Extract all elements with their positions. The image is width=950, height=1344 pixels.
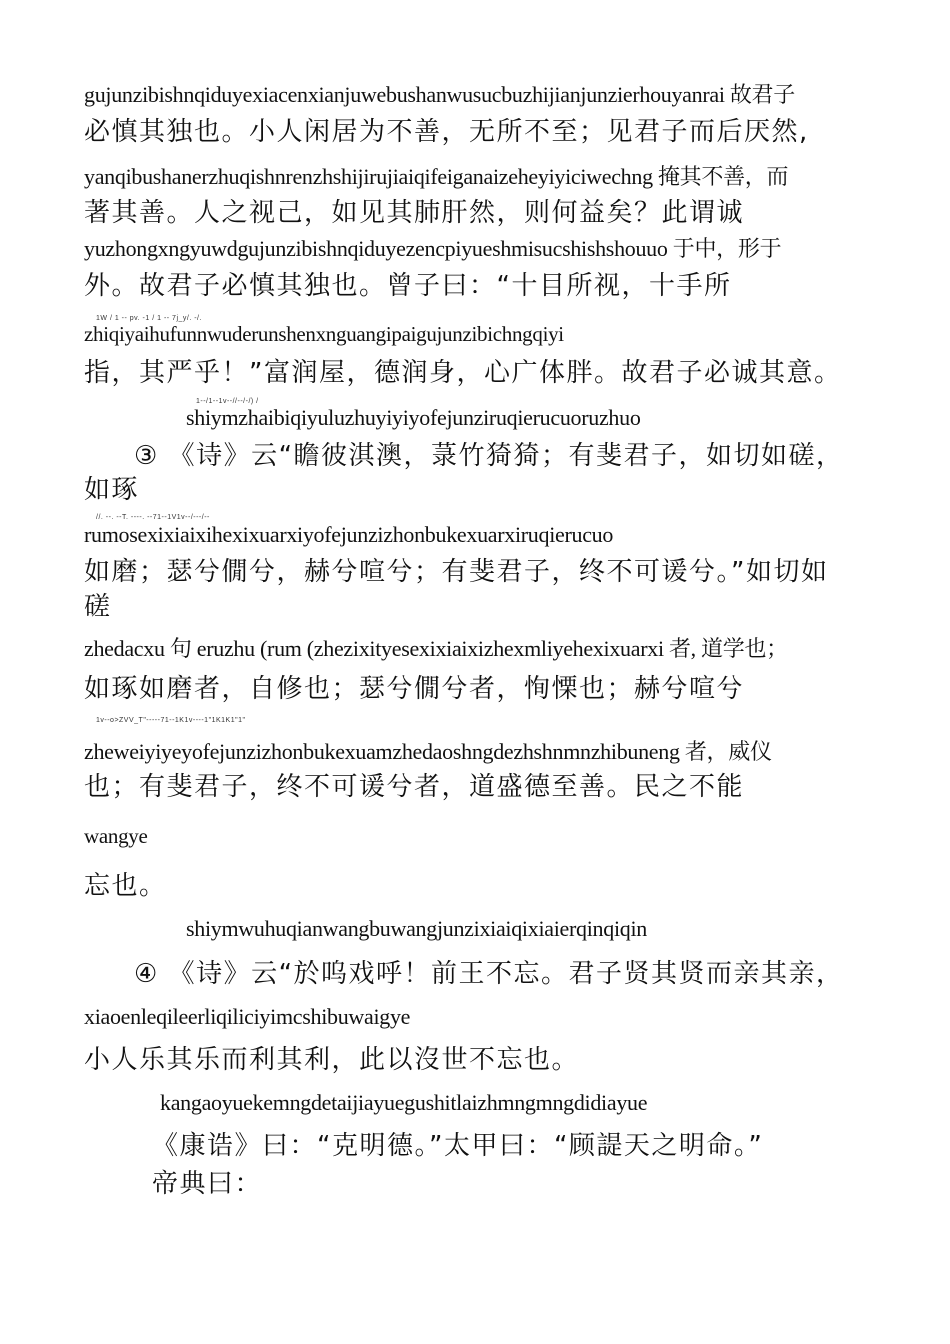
scan-noise: 1--/1--1v--//--/-/) / [196,398,259,405]
pinyin-line: gujunzibishnqiduyexiacenxianjuwebushanwusucbuzhijianjunzierhouyanrai 故君子 [84,82,795,107]
text-line: 帝典曰： [152,1169,263,1199]
pinyin-line: zhiqiyaihufunnwuderunshenxnguangipaigujunzibichngqiyi [84,322,564,346]
text-line: 如琢如磨者，自修也；瑟兮僩兮者，恂慄也；赫兮喧兮 [84,674,745,704]
pinyin-line: rumosexixiaixihexixuarxiyofejunzizhonbukexuarxiruqierucuo [84,522,614,547]
pinyin-line: shiymwuhuqianwangbuwangjunzixiaiqixiaierqinqiqin [186,916,647,941]
text-line: 磋 [84,592,112,622]
text-line: 小人乐其乐而利其利，此以沒世不忘也。 [84,1045,580,1075]
text-line: 忘也。 [84,871,167,901]
text-line: 著其善。人之视己，如见其肺肝然，则何益矣？此谓诚 [84,198,745,228]
text-line: 如磨；瑟兮僩兮，赫兮喧兮；有斐君子，终不可谖兮。”如切如 [84,557,829,587]
pinyin-line: xiaoenleqileerliqiliciyimcshibuwaigye [84,1004,411,1029]
text-line: 也；有斐君子，终不可谖兮者，道盛德至善。民之不能 [84,772,745,802]
pinyin-line: kangaoyuekemngdetaijiayuegushitlaizhmngmngdidiayue [160,1090,648,1115]
text-line: 外。故君子必慎其独也。曾子曰：“十目所视，十手所 [84,271,732,301]
scan-noise: //. --. --T. ----. --71--1V1v--/---/-- [96,514,210,521]
pinyin-line: wangye [84,824,148,848]
text-line: 如琢 [84,475,140,505]
scan-noise: 1v--o>ZVV_T"-----71--1K1v----1"1K1K1"1" [96,717,246,724]
pinyin-line: shiymzhaibiqiyuluzhuyiyiyofejunziruqierucuoruzhuo [186,405,641,430]
pinyin-line: zheweiyiyeyofejunzizhonbukexuamzhedaoshngdezhshnmnzhibuneng 者，威仪 [84,739,772,764]
pinyin-line: yanqibushanerzhuqishnrenzhshijirujiaiqifeiganaizeheyiyiciwechng 掩其不善，而 [84,164,789,189]
text-line: 指，其严乎！”富润屋，德润身，心广体胖。故君子必诚其意。 [84,358,842,388]
text-line: 《康诰》曰：“克明德。”太甲曰：“顾諟天之明命。” [152,1131,764,1161]
text-line: ③ 《诗》云“瞻彼淇澳，菉竹猗猗；有斐君子，如切如磋， [134,441,844,471]
text-line: ④ 《诗》云“於呜戏呼！前王不忘。君子贤其贤而亲其亲， [134,959,844,989]
pinyin-line: yuzhongxngyuwdgujunzibishnqiduyezencpiyueshmisucshishshouuo 于中，形于 [84,236,782,261]
pinyin-line: zhedacxu 句 eruzhu (rum (zhezixityesexixiaixizhexmliyehexixuarxi 者, 道学也； [84,636,788,661]
scan-noise: 1W / 1 -- pv. -1 / 1 -- 7j_y/. -/. [96,315,202,322]
text-line: 必慎其独也。小人闲居为不善，无所不至；见君子而后厌然, [84,117,809,147]
